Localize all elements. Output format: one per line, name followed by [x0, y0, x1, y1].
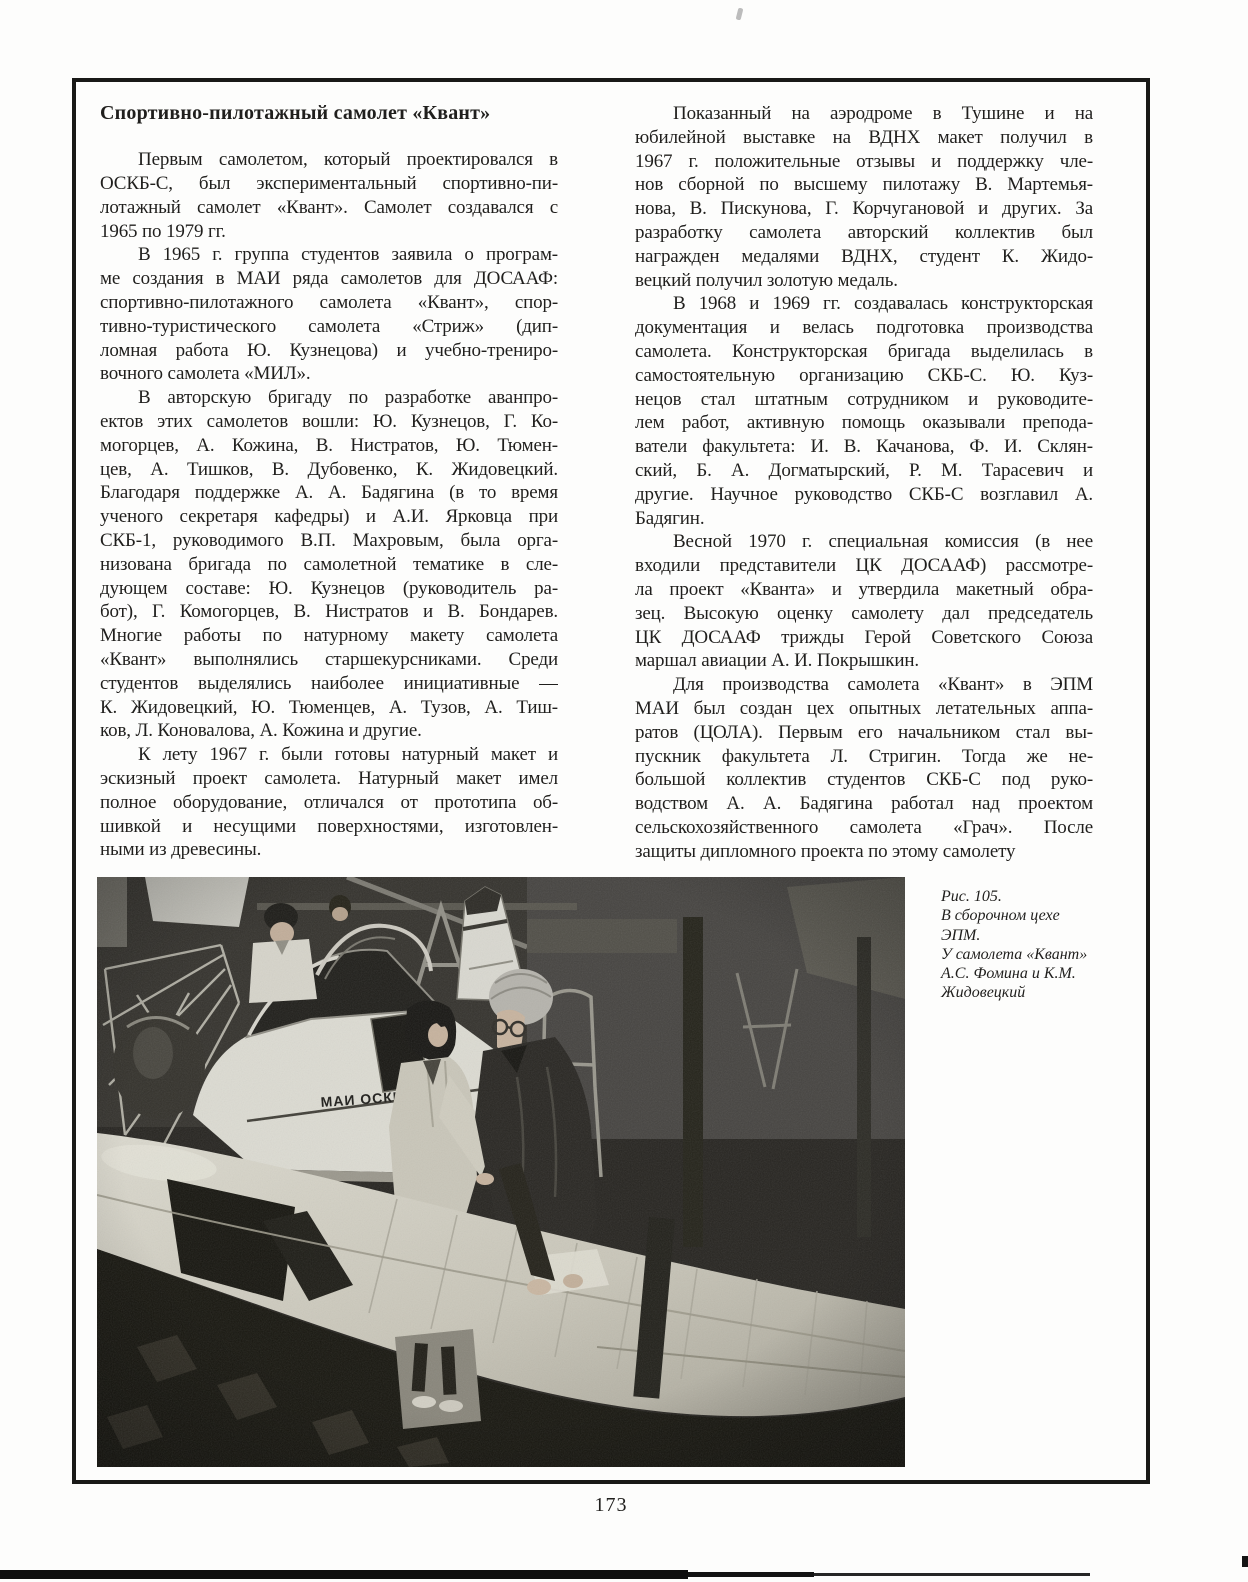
text-line: ков, Л. Коновалова, А. Кожина и другие. — [100, 720, 422, 742]
text-line: большой коллектив студентов СКБ-С под руко- — [635, 769, 1093, 791]
caption-line: У самолета «Квант» — [941, 945, 1088, 963]
text-line: В 1968 и 1969 гг. создавалась конструкторская — [673, 293, 1093, 315]
text-line: спортивно-пилотажного самолета «Квант», спор- — [100, 292, 558, 314]
text-line: документация и велась подготовка производства — [635, 317, 1093, 339]
text-line: лем работ, активную помощь оказывали препода- — [635, 412, 1093, 434]
text-line: могорцев, А. Кожина, В. Нистратов, Ю. Тюмен- — [100, 434, 558, 456]
text-line: тивно-туристического самолета «Стриж» (дип- — [100, 315, 558, 337]
caption-line: В сборочном цехе — [941, 907, 1060, 925]
scan-edge-bar — [814, 1573, 1090, 1576]
text-line: водством А. А. Бадягина работал над проектом — [635, 793, 1093, 815]
text-line: СКБ-1, руководимого В.П. Махровым, была орга- — [100, 530, 558, 552]
text-line: МАИ был создан цех опытных летательных аппа- — [635, 697, 1093, 719]
page-number: 173 — [594, 1494, 628, 1516]
scan-edge-bar — [688, 1572, 814, 1577]
text-line: эскизный проект самолета. Натурный макет имел — [100, 768, 558, 790]
text-line: В авторскую бригаду по разработке аванпро- — [138, 387, 558, 409]
text-line: ватели факультета: И. В. Качанова, Ф. И. Склян- — [635, 436, 1093, 458]
text-line: низована бригада по самолетной тематике в сле- — [100, 553, 558, 575]
text-line: сельскохозяйственного самолета «Грач». После — [635, 816, 1093, 838]
figure-photo — [97, 877, 905, 1467]
text-line: ломная работа Ю. Кузнецова) и учебно-трениро- — [100, 339, 558, 361]
text-line: ский, Б. А. Догматырский, Р. М. Тарасевич и — [635, 459, 1093, 481]
text-line: 1967 г. положительные отзывы и поддержку чле- — [635, 150, 1093, 172]
text-line: ЦК ДОСААФ трижды Герой Советского Союза — [635, 626, 1093, 648]
scan-speck — [736, 8, 744, 21]
text-line: маршал авиации А. И. Покрышкин. — [635, 650, 920, 672]
text-line: шивкой и несущими поверхностями, изготовлен- — [100, 815, 558, 837]
text-line: К. Жидовецкий, Ю. Тюменцев, А. Тузов, А. Тиш- — [100, 696, 558, 718]
text-line: пускник факультета Л. Стригин. Тогда же не- — [635, 745, 1093, 767]
text-line: разработку самолета авторский коллектив был — [635, 221, 1093, 243]
text-line: входили представители ЦК ДОСААФ) рассмотре- — [635, 555, 1093, 577]
text-line: вочного самолета «МИЛ». — [100, 363, 311, 385]
text-line: Бадягин. — [635, 507, 705, 529]
text-line: «Квант» выполнялись старшекурсниками. Среди — [100, 649, 558, 671]
text-line: самостоятельную организацию СКБ-С. Ю. Куз- — [635, 364, 1093, 386]
text-line: 1965 по 1979 гг. — [100, 220, 226, 242]
caption-line: А.С. Фомина и К.М. — [941, 965, 1076, 983]
text-line: другие. Научное руководство СКБ-С возглавил А. — [635, 483, 1093, 505]
caption-line: Жидовецкий — [941, 984, 1026, 1002]
text-line: самолета. Конструкторская бригада выделилась в — [635, 340, 1093, 362]
text-line: Многие работы по натурному макету самолета — [100, 625, 558, 647]
text-line: нова, В. Пискунова, Г. Корчугановой и других. За — [635, 198, 1093, 220]
article-column-left — [100, 102, 558, 862]
text-line: юбилейной выставке на ВДНХ макет получил в — [635, 126, 1093, 148]
text-line: Показанный на аэродроме в Тушине и на — [673, 103, 1093, 124]
text-line: ме создания в МАИ ряда самолетов для ДОСААФ: — [100, 268, 558, 290]
text-line: студентов выделялись наиболее инициативные — — [100, 672, 558, 694]
text-line: нов сборной по высшему пилотажу В. Мартемья- — [635, 174, 1093, 196]
text-line: цев, А. Тишков, В. Дубовенко, К. Жидовецкий. — [100, 458, 558, 480]
figure-caption — [941, 887, 1147, 1003]
text-line: ектов этих самолетов вошли: Ю. Кузнецов, Г. Ко- — [100, 411, 558, 433]
text-line: Первым самолетом, который проектировался в — [138, 149, 558, 171]
text-line: К лету 1967 г. были готовы натурный макет и — [138, 744, 558, 766]
text-line: бот), Г. Комогорцев, В. Нистратов и В. Бондарев. — [100, 601, 558, 623]
scan-edge-tick — [1242, 1556, 1248, 1567]
text-line: награжден медалями ВДНХ, студент К. Жидо- — [635, 245, 1093, 267]
text-line: Для производства самолета «Квант» в ЭПМ — [673, 674, 1093, 696]
text-line: В 1965 г. группа студентов заявила о програм- — [138, 244, 558, 266]
text-line: вецкий получил золотую медаль. — [635, 269, 898, 291]
text-line: лотажный самолет «Квант». Самолет создавался с — [100, 196, 558, 218]
text-line: ОСКБ-С, был экспериментальный спортивно-пи- — [100, 173, 558, 195]
scan-edge-bar — [0, 1570, 688, 1579]
caption-line: ЭПМ. — [941, 926, 981, 944]
text-line: ла проект «Кванта» и утвердила макетный обра- — [635, 578, 1093, 600]
text-line: защиты дипломного проекта по этому самолету — [635, 840, 1016, 862]
text-line: Весной 1970 г. специальная комиссия (в нее — [673, 531, 1093, 553]
text-line: дующем составе: Ю. Кузнецов (руководитель ра- — [100, 577, 558, 599]
article-column-right — [635, 102, 1093, 864]
text-line: полное оборудование, отличался от прототипа об- — [100, 791, 558, 813]
text-line: ными из древесины. — [100, 839, 262, 861]
text-line: зец. Высокую оценку самолету дал председатель — [635, 602, 1093, 624]
caption-line: Рис. 105. — [941, 888, 1002, 905]
text-line: нецов стал штатным сотрудником и руководите- — [635, 388, 1093, 410]
assembly-shop-photo — [97, 877, 905, 1467]
text-line: ратов (ЦОЛА). Первым его начальником стал вы- — [635, 721, 1093, 743]
article-heading: Спортивно-пилотажный самолет «Квант» — [100, 102, 491, 124]
text-line: Благодаря поддержке А. А. Бадягина (в то время — [100, 482, 558, 504]
text-line: ученого секретаря кафедры) и А.И. Ярковца при — [100, 506, 558, 528]
